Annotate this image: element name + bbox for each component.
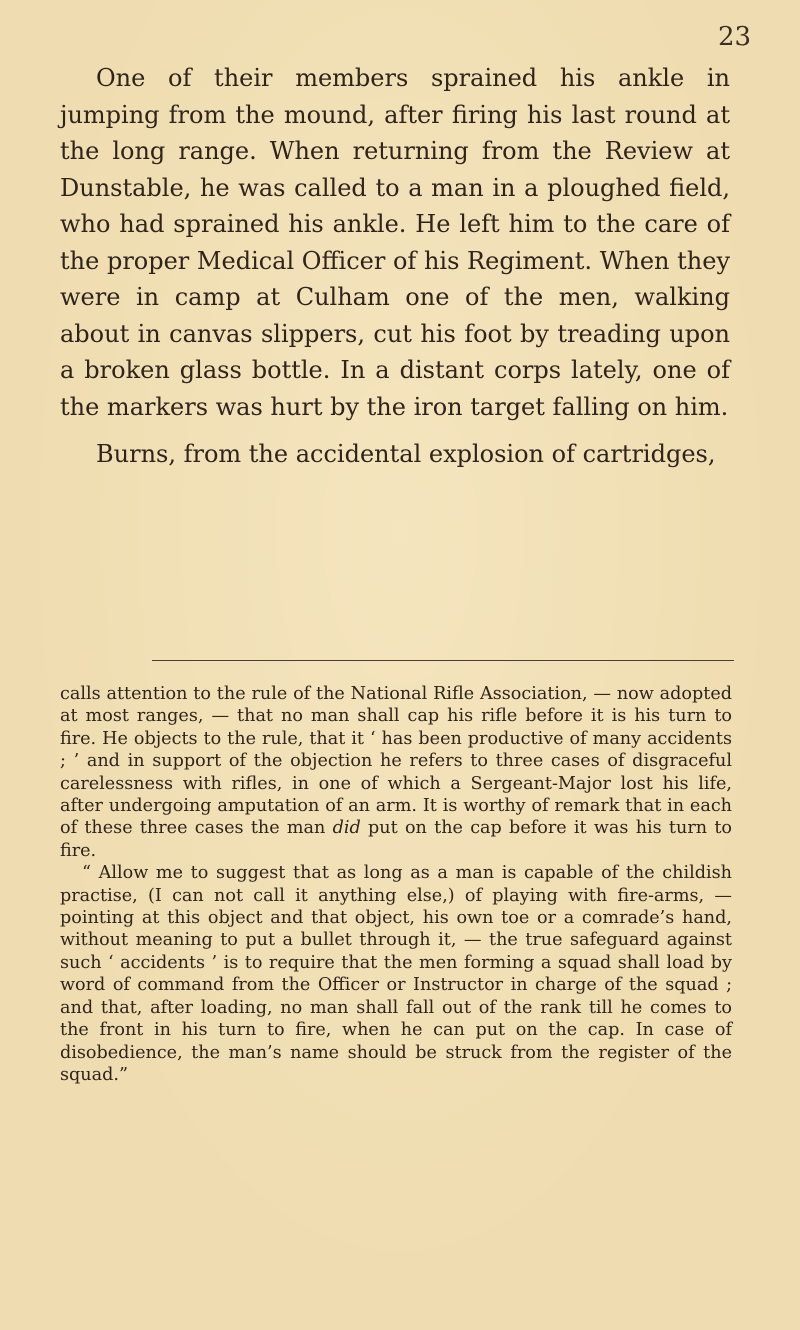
- footnote-divider: [152, 660, 734, 661]
- footnote-text: calls attention to the rule of the National Rifle Association, — now adopted at most ranges, — that no man shall cap his rifle before it is his turn to fire. He objects to the rule, that it ‘ has been productive of many accidents ; ’ and in support of the objection he refers to three cases of disgraceful carelessness with rifles, in one of which a Sergeant-Major lost his life, after undergoing amputation of an arm. It is worthy of remark that in each of these three cases the man: [60, 684, 732, 839]
- body-paragraph: One of their members sprained his ankle in jumping from the mound, after firing his last round at the long range. When returning from the Review at Dunstable, he was called to a man in a ploughed field, who had sprained his ankle. He left him to the care of the proper Medical Officer of his Regiment. When they were in camp at Culham one of the men, walking about in canvas slippers, cut his foot by treading upon a broken glass bottle. In a distant corps lately, one of the markers was hurt by the iron target falling on him.: [60, 64, 730, 421]
- footnote: [60, 683, 732, 1086]
- footnote-emphasis: did: [332, 818, 361, 839]
- footnote-text: put on the cap before it was his turn to fire.: [60, 818, 732, 861]
- page-number: 23: [718, 22, 752, 52]
- footnote-paragraph: “ Allow me to suggest that as long as a man is capable of the childish practise, (I can not call it anything else,) of playing with fire-arms, — pointing at this object and that object, his own toe or a comrade’s hand, without meaning to put a bullet through it, — the true safeguard against such ‘ accidents ’ is to require that the men forming a squad shall load by word of command from the Officer or Instructor in charge of the squad ; and that, after loading, no man shall fall out of the rank till he comes to the front in his turn to fire, when he can put on the cap. In case of disobedience, the man’s name should be struck from the register of the squad.”: [60, 863, 732, 1085]
- body-paragraph: Burns, from the accidental explosion of cartridges,: [96, 440, 716, 468]
- main-text: [60, 60, 730, 473]
- footnote-paragraph: [60, 683, 732, 862]
